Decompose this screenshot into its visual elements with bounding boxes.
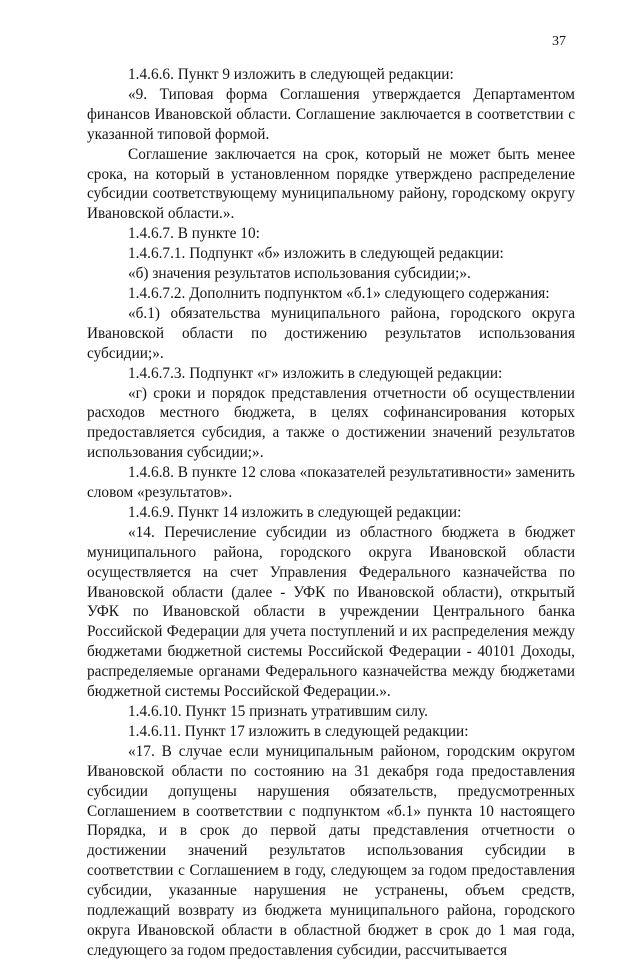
paragraph-1-4-6-6: 1.4.6.6. Пункт 9 изложить в следующей редакции: [128, 66, 454, 83]
paragraph-item-17-text: «17. В случае если муниципальным районом, городским округом Ивановской области по состоянию на 31 декабря года предоставления субсидии допущены нарушения обязательств, предусмотренных Соглашением в соответствии с подпунктом «б.1» пункта 10 настоящего Порядка, и в срок до первой даты представления отчетности о достижении значений результатов использования субсидии в соответствии с Соглашением в году, следующем за годом предоставления субсидии, указанные нарушения не устранены, объем средств, подлежащий возврату из бюджета муниципального района, городского округа Ивановской области в областной бюджет в срок до 1 мая года, следующего за годом предоставления субсидии, рассчитывается [87, 742, 575, 959]
paragraph-1-4-6-11: 1.4.6.11. Пункт 17 изложить в следующей редакции: [128, 722, 469, 740]
paragraph-1-4-6-10: 1.4.6.10. Пункт 15 признать утратившим силу. [128, 703, 428, 720]
paragraph-1-4-6-9: 1.4.6.9. Пункт 14 изложить в следующей редакции: [128, 503, 462, 521]
paragraph-agreement-term: Соглашение заключается на срок, который не может быть менее срока, на который в установленном порядке утверждено распределение субсидии соответствующему муниципальному району, городскому округу Ивановской области.». [87, 145, 575, 223]
paragraph-subitem-g: «г) сроки и порядок представления отчетности об осуществлении расходов местного бюджета, в целях софинансирования которых предоставляется субсидия, а также о достижении значений результатов использования субсидии;». [87, 384, 575, 462]
paragraph-1-4-6-8: 1.4.6.8. В пункте 12 слова «показателей результативности» заменить словом «результатов». [87, 464, 575, 502]
paragraph-item-9-text: «9. Типовая форма Соглашения утверждается Департаментом финансов Ивановской области. Соглашение заключается в соответствии с указанной типовой формой. [87, 85, 575, 143]
paragraph-1-4-6-7-1: 1.4.6.7.1. Подпункт «б» изложить в следующей редакции: [128, 245, 504, 263]
scan-artifact [280, 893, 324, 898]
paragraph-subitem-b: «б) значения результатов использования субсидии;». [128, 265, 471, 283]
paragraph-1-4-6-7-2: 1.4.6.7.2. Дополнить подпунктом «б.1» следующего содержания: [128, 284, 550, 302]
paragraph-item-14-text: «14. Перечисление субсидии из областного бюджета в бюджет муниципального района, городского округа Ивановской области осуществляется на счет Управления Федерального казначейства по Ивановской области (далее - УФК по Ивановской области), открытый УФК по Ивановской области в учреждении Центрального банка Российской Федерации для учета поступлений и их распределения между бюджетами бюджетной системы Российской Федерации - 40101 Доходы, распределяемые органами Федерального казначейства между бюджетами бюджетной системы Российской Федерации.». [87, 523, 575, 701]
paragraph-subitem-b1: «б.1) обязательства муниципального района, городского округа Ивановской области по достижению результатов использования субсидии;». [87, 304, 575, 362]
page-number: 37 [552, 34, 566, 49]
paragraph-1-4-6-7-3: 1.4.6.7.3. Подпункт «г» изложить в следующей редакции: [128, 364, 503, 382]
paragraph-1-4-6-7: 1.4.6.7. В пункте 10: [128, 225, 260, 243]
document-body [87, 65, 575, 961]
